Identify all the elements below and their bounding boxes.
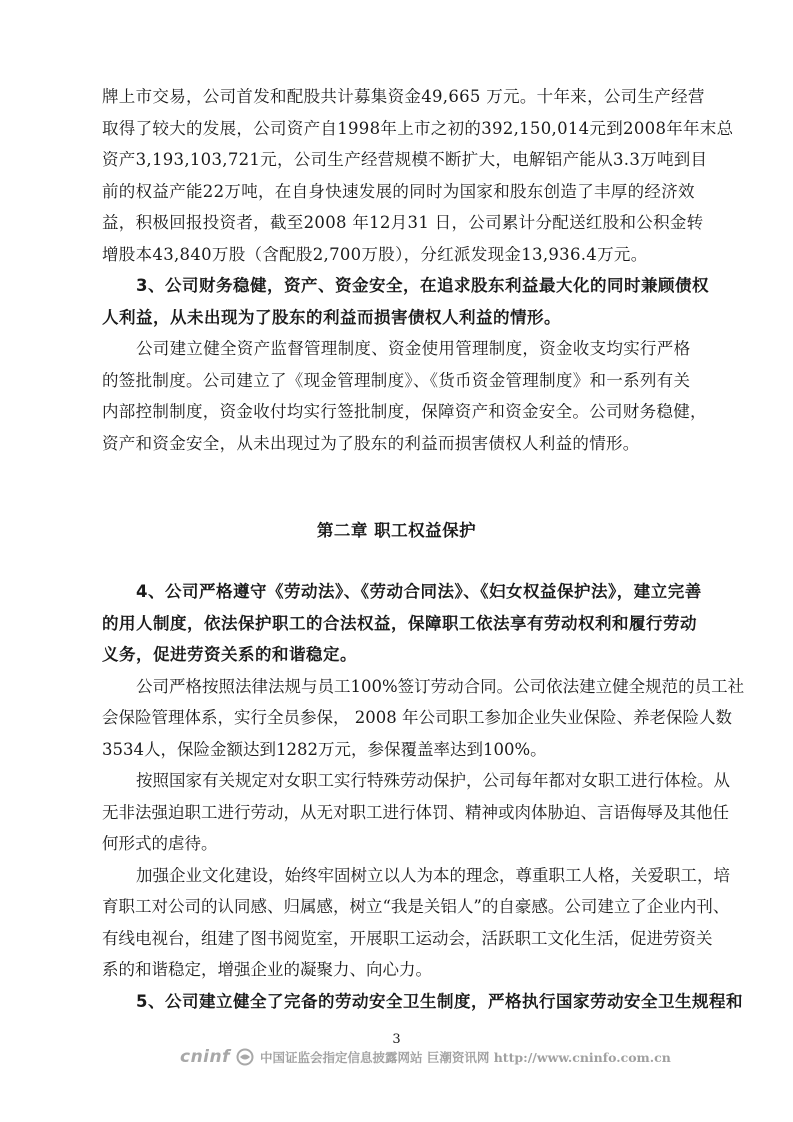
section-heading-4-cont: 的用人制度，依法保护职工的合法权益，保障职工依法享有劳动权利和履行劳动	[102, 613, 697, 633]
body-line: 资产和资金安全，从未出现过为了股东的利益而损害债权人利益的情形。	[102, 433, 640, 453]
body-line: 取得了较大的发展，公司资产自1998年上市之初的392,150,014元到2008年年末总	[102, 118, 734, 138]
section-heading-4: 4、公司严格遵守《劳动法》、《劳动合同法》、《妇女权益保护法》，建立完善	[136, 582, 702, 601]
section-heading-4-cont: 义务，促进劳资关系的和谐稳定。	[102, 645, 357, 664]
section-heading-5: 5、公司建立健全了完备的劳动安全卫生制度，严格执行国家劳动安全卫生规程和	[136, 991, 743, 1011]
footer-watermark	[180, 1046, 671, 1068]
body-line: 资产3,193,103,721元，公司生产经营规模不断扩大，电解铝产能从3.3万吨到目	[102, 150, 708, 169]
body-line: 前的权益产能22万吨，在自身快速发展的同时为国家和股东创造了丰厚的经济效	[102, 181, 695, 201]
cninfo-logo-icon	[236, 1048, 254, 1066]
body-line: 育职工对公司的认同感、归属感，树立“我是关铝人”的自豪感。公司建立了企业内刊、	[102, 897, 730, 916]
body-line: 3534人，保险金额达到1282万元，参保覆盖率达到100%。	[102, 739, 547, 759]
body-line: 牌上市交易，公司首发和配股共计募集资金49,665 万元。十年来，公司生产经营	[102, 87, 705, 106]
body-line: 何形式的虐待。	[102, 834, 218, 853]
body-line: 加强企业文化建设，始终牢固树立以人为本的理念，尊重职工人格，关爱职工，培	[136, 865, 730, 885]
body-line: 的签批制度。公司建立了《现金管理制度》、《货币资金管理制度》和一系列有关	[102, 370, 691, 390]
section-heading-3: 3、公司财务稳健，资产、资金安全，在追求股东利益最大化的同时兼顾债权	[136, 276, 709, 295]
body-line: 无非法强迫职工进行劳动，从无对职工进行体罚、精神或肉体胁迫、言语侮辱及其他任	[102, 802, 729, 822]
chapter-heading: 第二章 职工权益保护	[316, 521, 477, 540]
body-line: 有线电视台，组建了图书阅览室，开展职工运动会，活跃职工文化生活，促进劳资关	[102, 928, 713, 948]
body-line: 增股本43,840万股（含配股2,700万股），分红派发现金13,936.4万元。	[102, 244, 648, 264]
body-line: 公司建立健全资产监督管理制度、资金使用管理制度，资金收支均实行严格	[136, 339, 691, 358]
body-line: 系的和谐稳定，增强企业的凝聚力、向心力。	[102, 960, 432, 979]
body-line: 公司严格按照法律法规与员工100%签订劳动合同。公司依法建立健全规范的员工社	[136, 676, 745, 696]
body-line: 益，积极回报投资者，截至2008 年12月31 日，公司累计分配送红股和公积金转	[102, 213, 704, 232]
footer-site-text: 中国证监会指定信息披露网站 巨潮资讯网 http://www.cninfo.com.cn	[260, 1050, 671, 1065]
body-line: 会保险管理体系，实行全员参保， 2008 年公司职工参加企业失业保险、养老保险人数	[102, 708, 732, 727]
body-line: 内部控制制度，资金收付均实行签批制度，保障资产和资金安全。公司财务稳健，	[102, 402, 707, 421]
section-heading-3-cont: 人利益，从未出现为了股东的利益而损害债权人利益的情形。	[102, 307, 561, 327]
body-line: 按照国家有关规定对女职工实行特殊劳动保护，公司每年都对女职工进行体检。从	[136, 771, 730, 790]
footer-brand: cninf	[180, 1047, 231, 1067]
page-number: 3	[392, 1032, 401, 1047]
